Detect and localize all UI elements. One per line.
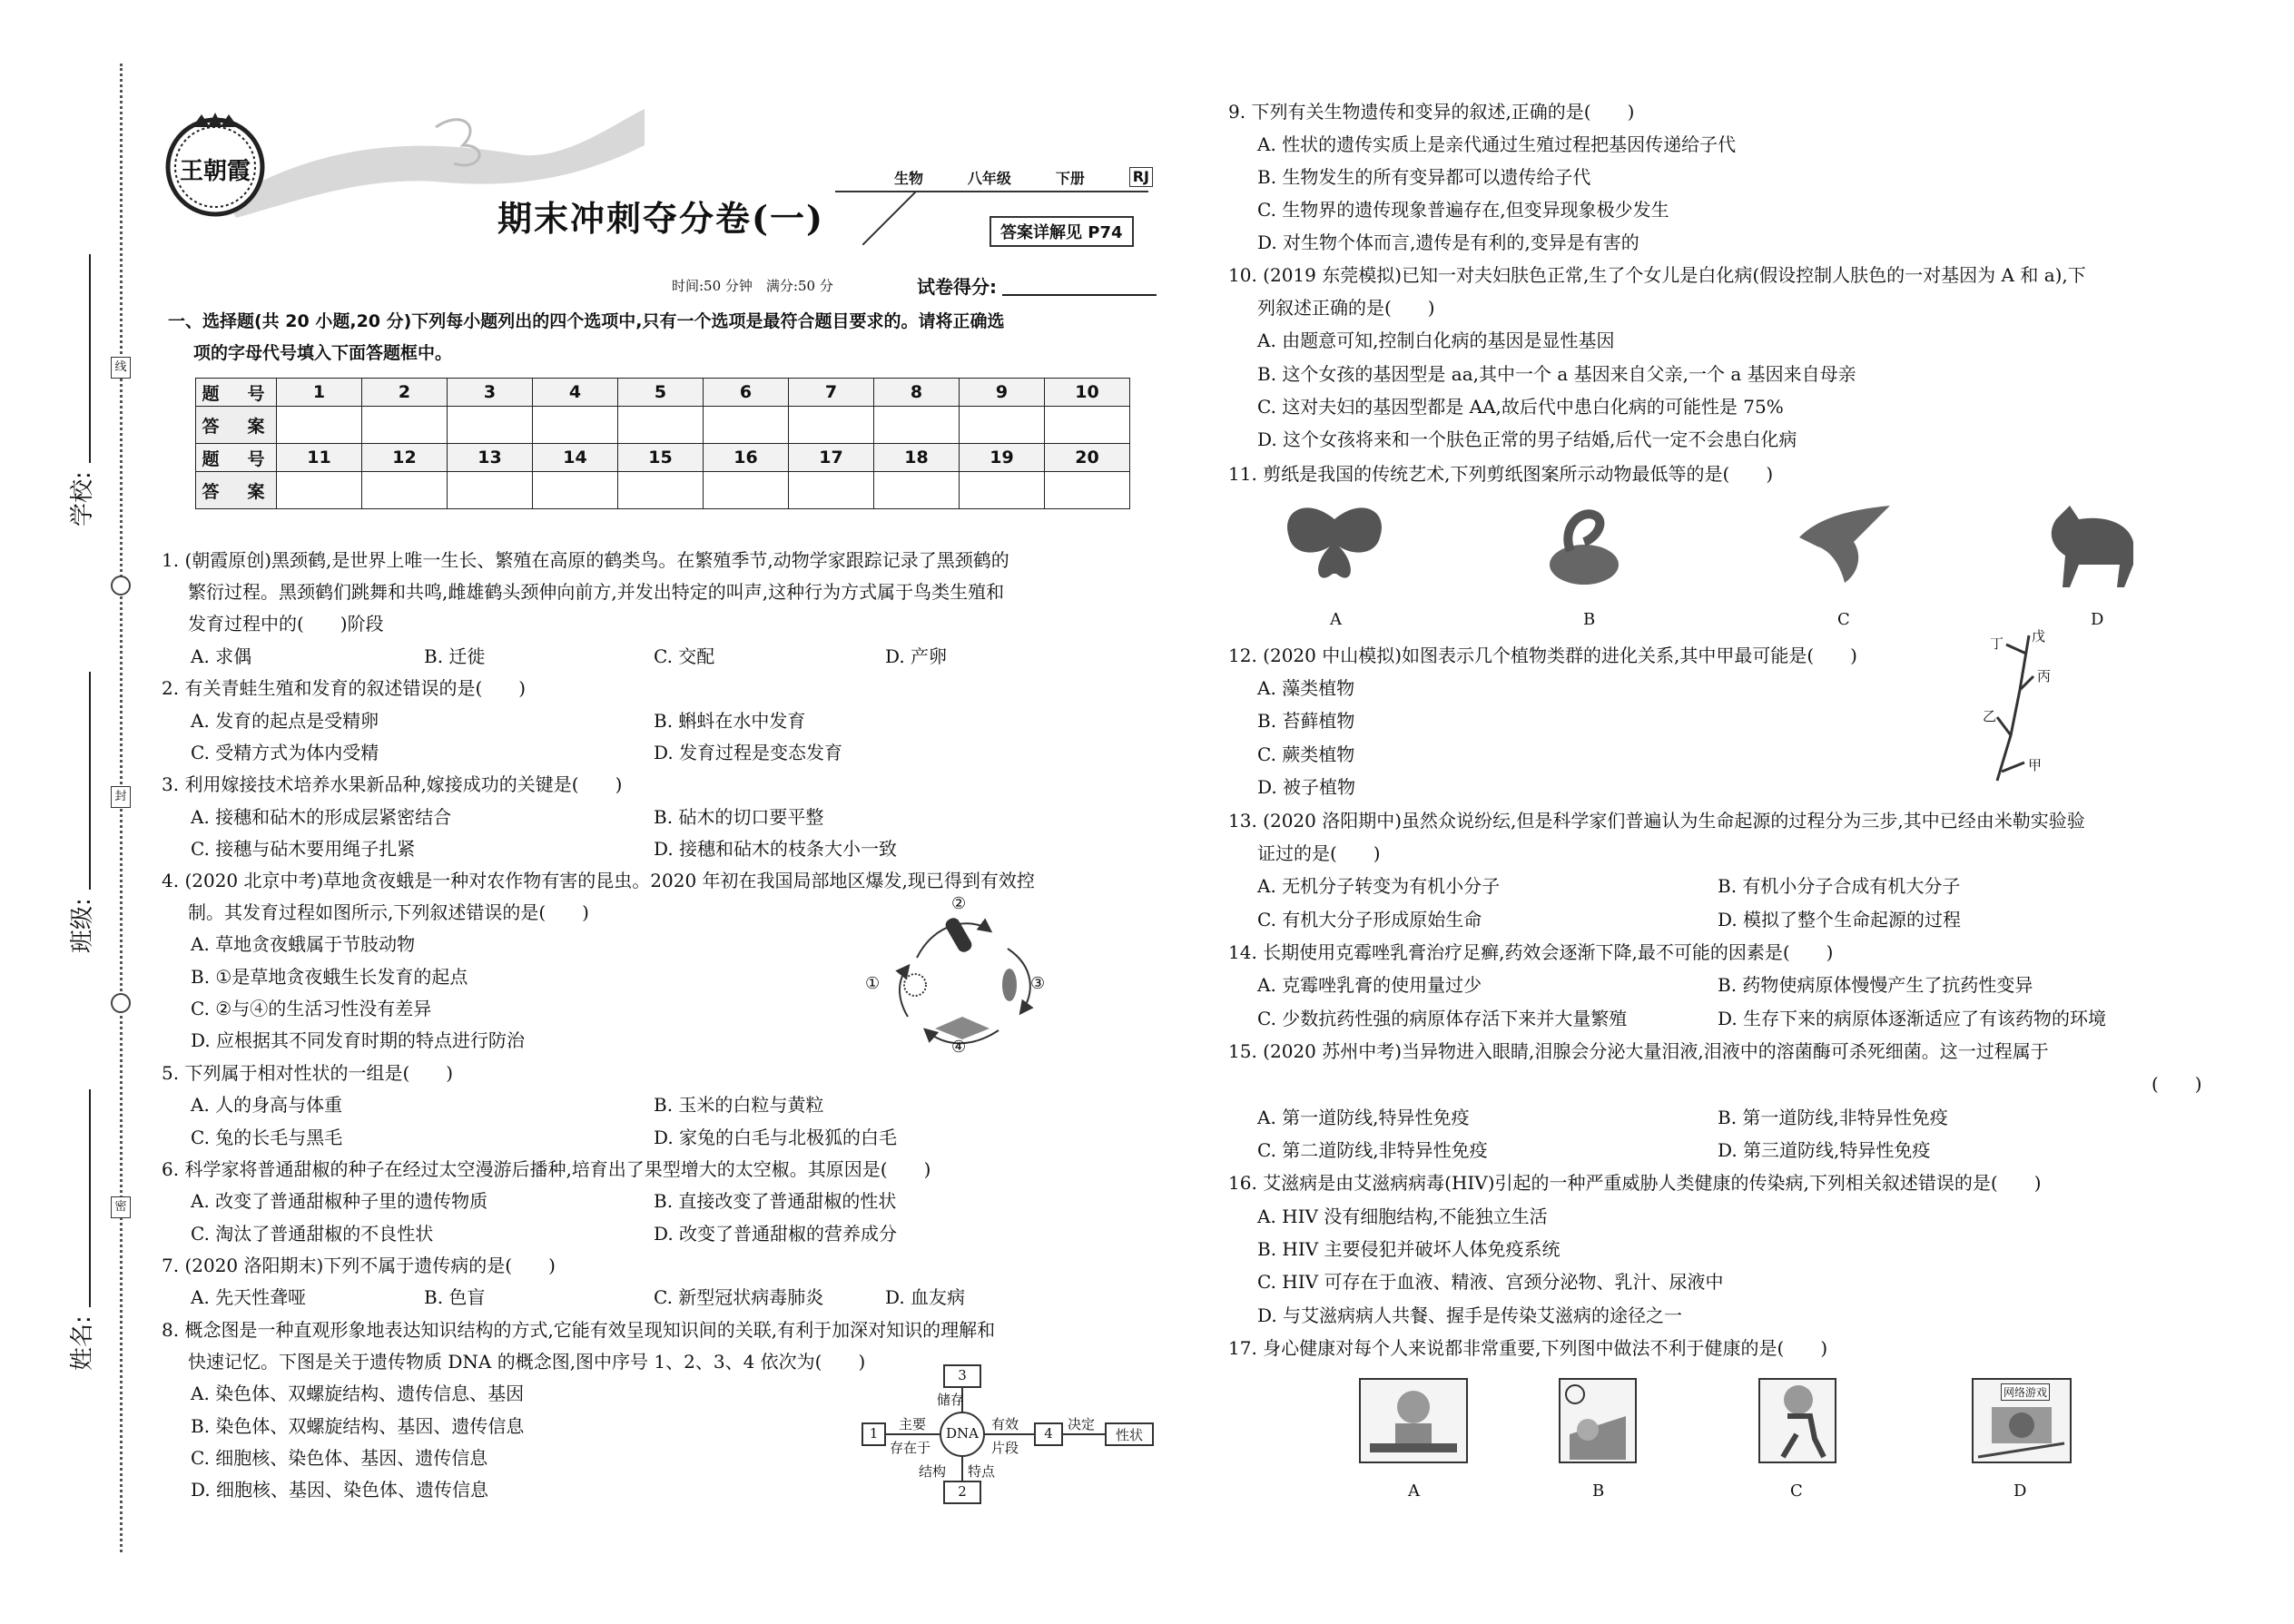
school-label: 学校: (69, 471, 96, 527)
binding-dotted-line (120, 64, 123, 1552)
q8-option-b[interactable]: B. 染色体、双螺旋结构、基因、遗传信息 (191, 1415, 525, 1437)
snake-papercut-icon[interactable] (1543, 501, 1625, 587)
school-blank[interactable] (89, 254, 91, 463)
q10-line2: 列叙述正确的是( ) (1257, 297, 1435, 319)
bird-papercut-icon[interactable] (1790, 501, 1899, 587)
q17-caption-a: A (1408, 1481, 1420, 1501)
cell-number: 14 (533, 444, 618, 472)
class-blank[interactable] (89, 672, 91, 890)
cell-number: 7 (789, 379, 874, 407)
q8-option-d[interactable]: D. 细胞核、基因、染色体、遗传信息 (191, 1479, 489, 1501)
q2-option-c[interactable]: C. 受精方式为体内受精 (191, 742, 379, 763)
q3-option-a[interactable]: A. 接穗和砧木的形成层紧密结合 (191, 806, 452, 828)
q16-line1: 16. 艾滋病是由艾滋病病毒(HIV)引起的一种严重威胁人类健康的传染病,下列相关叙述错误的是( ) (1228, 1172, 2042, 1194)
answer-cell[interactable] (277, 407, 362, 444)
q13-option-d[interactable]: D. 模拟了整个生命起源的过程 (1718, 909, 1962, 930)
answer-cell[interactable] (960, 407, 1045, 444)
q11-caption-b: B (1583, 610, 1596, 629)
cell-number: 9 (960, 379, 1045, 407)
q2-option-d[interactable]: D. 发育过程是变态发育 (654, 742, 843, 763)
q4-fig-label-1: ① (865, 974, 881, 993)
q14-line1: 14. 长期使用克霉唑乳膏治疗足癣,药效会逐渐下降,最不可能的因素是( ) (1228, 941, 1834, 963)
q13-line2: 证过的是( ) (1257, 842, 1381, 864)
q6-line1: 6. 科学家将普通甜椒的种子在经过太空漫游后播种,培育出了果型增大的太空椒。其原因是( ) (162, 1158, 931, 1180)
answer-table-number-row (196, 379, 1130, 407)
q5-option-d[interactable]: D. 家兔的白毛与北极狐的白毛 (654, 1127, 898, 1148)
q3-line1: 3. 利用嫁接技术培养水果新品种,嫁接成功的关键是( ) (162, 773, 623, 795)
cm-label-store: 储存 (937, 1392, 965, 1408)
q11-caption-a: A (1330, 610, 1342, 629)
tree-label-ding: 丁 (1990, 635, 2004, 652)
cell-number: 2 (362, 379, 448, 407)
q17-image-a[interactable] (1359, 1378, 1468, 1463)
subject-tags (894, 167, 1153, 187)
q5-line1: 5. 下列属于相对性状的一组是( ) (162, 1062, 454, 1084)
cell-number: 17 (789, 444, 874, 472)
q10-option-b[interactable]: B. 这个女孩的基因型是 aa,其中一个 a 基因来自父亲,一个 a 基因来自母亲 (1257, 363, 1856, 385)
answer-cell[interactable] (448, 407, 533, 444)
answer-cell[interactable] (704, 472, 789, 509)
q1-line3: 发育过程中的( )阶段 (188, 613, 384, 635)
q4-fig-label-3: ③ (1030, 974, 1046, 993)
answer-cell[interactable] (362, 472, 448, 509)
child-sleeping-icon (1561, 1380, 1635, 1462)
q1-line1: 1. (朝霞原创)黑颈鹤,是世界上唯一生长、繁殖在高原的鹤类鸟。在繁殖季节,动物学家跟踪记录了黑颈鹤的 (162, 549, 1009, 571)
cm-label-valid: 有效 (991, 1416, 1019, 1432)
cell-head-label: 题 号 (196, 444, 277, 472)
answer-table (195, 378, 1130, 509)
answer-cell[interactable] (277, 472, 362, 509)
q15-line2: ( ) (2151, 1073, 2202, 1095)
q4-option-b[interactable]: B. ①是草地贪夜蛾生长发育的起点 (191, 966, 468, 988)
name-blank[interactable] (89, 1089, 91, 1307)
section1-intro-line1: 一、选择题(共 20 小题,20 分)下列每小题列出的四个选项中,只有一个选项是最符合题目要求的。请将正确选 (168, 311, 1005, 331)
class-label: 班级: (69, 898, 96, 953)
cell-number: 6 (704, 379, 789, 407)
cm-box-4: 4 (1044, 1425, 1053, 1442)
q13-option-b[interactable]: B. 有机小分子合成有机大分子 (1718, 875, 1961, 897)
cm-label-struct: 结构 (919, 1463, 947, 1480)
cell-number: 12 (362, 444, 448, 472)
cell-number: 4 (533, 379, 618, 407)
tree-label-jia: 甲 (2028, 757, 2043, 773)
q13-option-a[interactable]: A. 无机分子转变为有机小分子 (1257, 875, 1501, 897)
answer-cell[interactable] (448, 472, 533, 509)
q3-option-c[interactable]: C. 接穗与砧木要用绳子扎紧 (191, 838, 416, 860)
cell-number: 8 (874, 379, 960, 407)
cell-number: 19 (960, 444, 1045, 472)
tree-label-wu: 戊 (2032, 628, 2046, 645)
side-circle-2 (111, 993, 131, 1013)
cm-label-feature: 特点 (968, 1463, 996, 1480)
q14-option-b[interactable]: B. 药物使病原体慢慢产生了抗药性变异 (1718, 974, 2033, 996)
q3-option-b[interactable]: B. 砧木的切口要平整 (654, 806, 824, 828)
q14-option-d[interactable]: D. 生存下来的病原体逐渐适应了有该药物的环境 (1718, 1008, 2107, 1029)
q12-option-c[interactable]: C. 蕨类植物 (1257, 743, 1355, 765)
cell-number: 20 (1045, 444, 1130, 472)
q12-evolution-tree (1970, 626, 2070, 790)
q17-image-c[interactable] (1758, 1378, 1836, 1463)
cell-number: 3 (448, 379, 533, 407)
q15-option-b[interactable]: B. 第一道防线,非特异性免疫 (1718, 1107, 1948, 1128)
side-tag-feng: 封 (111, 786, 131, 808)
q3-option-d[interactable]: D. 接穗和砧木的枝条大小一致 (654, 838, 898, 860)
q17-caption-d: D (2013, 1481, 2027, 1501)
q1-line2: 繁衍过程。黑颈鹤们跳舞和共鸣,雌雄鹤头颈伸向前方,并发出特定的叫声,这种行为方式属于鸟类生殖和 (188, 581, 1005, 603)
q12-line1: 12. (2020 中山模拟)如图表示几个植物类群的进化关系,其中甲最可能是( ) (1228, 645, 1857, 666)
q6-option-a[interactable]: A. 改变了普通甜椒种子里的遗传物质 (191, 1190, 488, 1212)
cell-answer-label: 答 案 (196, 407, 277, 444)
cell-number: 10 (1045, 379, 1130, 407)
name-label: 姓名: (69, 1315, 96, 1371)
cell-number: 5 (618, 379, 704, 407)
q10-line1: 10. (2019 东莞模拟)已知一对夫妇肤色正常,生了个女儿是白化病(假设控制人肤色的一对基因为 A 和 a),下 (1228, 264, 2086, 286)
q2-option-b[interactable]: B. 蝌蚪在水中发育 (654, 710, 806, 732)
cell-head-label: 题 号 (196, 379, 277, 407)
tag-volume: 下册 (1055, 170, 1085, 187)
cm-box-2: 2 (958, 1483, 967, 1500)
answer-table-answer-row (196, 472, 1130, 509)
q4-line1: 4. (2020 北京中考)草地贪夜蛾是一种对农作物有害的昆虫。2020 年初在我国局部地区爆发,现已得到有效控 (162, 870, 1035, 891)
tree-label-bing: 丙 (2037, 668, 2052, 684)
side-tag-mi: 密 (111, 1196, 131, 1218)
q5-option-a[interactable]: A. 人的身高与体重 (191, 1094, 343, 1116)
q16-option-d[interactable]: D. 与艾滋病病人共餐、握手是传染艾滋病的途径之一 (1257, 1304, 1683, 1326)
q9-option-d[interactable]: D. 对生物个体而言,遗传是有利的,变异是有害的 (1257, 231, 1639, 253)
horse-papercut-icon[interactable] (2043, 501, 2142, 592)
q9-option-c[interactable]: C. 生物界的遗传现象普遍存在,但变异现象极少发生 (1257, 199, 1669, 221)
cm-label-decide: 决定 (1068, 1416, 1096, 1432)
q15-option-a[interactable]: A. 第一道防线,特异性免疫 (1257, 1107, 1470, 1128)
cm-label-main: 主要 (899, 1416, 927, 1432)
cm-center: DNA (946, 1425, 979, 1442)
side-tag-xian: 线 (111, 357, 131, 379)
q4-option-a[interactable]: A. 草地贪夜蛾属于节肢动物 (191, 933, 416, 955)
q17-line1: 17. 身心健康对每个人来说都非常重要,下列图中做法不利于健康的是( ) (1228, 1337, 1828, 1359)
q15-line1: 15. (2020 苏州中考)当异物进入眼睛,泪腺会分泌大量泪液,泪液中的溶菌酶可杀死细菌。这一过程属于 (1228, 1040, 2049, 1062)
q17-caption-c: C (1790, 1481, 1803, 1501)
answer-cell[interactable] (1045, 472, 1130, 509)
q10-option-c[interactable]: C. 这对夫妇的基因型都是 AA,故后代中患白化病的可能性是 75% (1257, 396, 1784, 418)
answer-table-answer-row (196, 407, 1130, 444)
q6-option-b[interactable]: B. 直接改变了普通甜椒的性状 (654, 1190, 897, 1212)
answer-cell[interactable] (362, 407, 448, 444)
q9-line1: 9. 下列有关生物遗传和变异的叙述,正确的是( ) (1228, 101, 1635, 123)
answer-cell[interactable] (1045, 407, 1130, 444)
q12-option-a[interactable]: A. 藻类植物 (1257, 677, 1355, 699)
q10-option-a[interactable]: A. 由题意可知,控制白化病的基因是显性基因 (1257, 330, 1615, 351)
cm-box-3: 3 (958, 1367, 967, 1383)
q5-option-c[interactable]: C. 兔的长毛与黑毛 (191, 1127, 343, 1148)
page-title: 期末冲刺夺分卷(一) (497, 198, 824, 239)
answer-cell[interactable] (960, 472, 1045, 509)
q8-concept-map (853, 1362, 1162, 1507)
q7-option-b[interactable]: B. 色盲 (424, 1286, 486, 1308)
tree-label-yi: 乙 (1983, 708, 1997, 724)
q2-option-a[interactable]: A. 发育的起点是受精卵 (191, 710, 379, 732)
q4-fig-label-4: ④ (951, 1038, 967, 1057)
cm-box-1: 1 (869, 1425, 879, 1442)
logo (162, 111, 269, 218)
cell-number: 13 (448, 444, 533, 472)
q6-option-d[interactable]: D. 改变了普通甜椒的营养成分 (654, 1223, 898, 1245)
score-label: 试卷得分: (917, 276, 997, 298)
q8-option-c[interactable]: C. 细胞核、染色体、基因、遗传信息 (191, 1447, 488, 1469)
q8-line2: 快速记忆。下图是关于遗传物质 DNA 的概念图,图中序号 1、2、3、4 依次为( ) (188, 1351, 866, 1373)
answer-cell[interactable] (874, 407, 960, 444)
q7-line1: 7. (2020 洛阳期末)下列不属于遗传病的是( ) (162, 1255, 556, 1276)
tag-grade: 八年级 (967, 170, 1011, 187)
q8-option-a[interactable]: A. 染色体、双螺旋结构、遗传信息、基因 (191, 1383, 525, 1404)
cm-label-exist: 存在于 (890, 1440, 931, 1456)
answer-cell[interactable] (704, 407, 789, 444)
logo-text: 王朝霞 (179, 158, 251, 185)
answer-cell[interactable] (618, 407, 704, 444)
answer-ref-box: 答案详解见 P74 (989, 216, 1134, 247)
cell-number: 11 (277, 444, 362, 472)
answer-cell[interactable] (533, 472, 618, 509)
butterfly-papercut-icon[interactable] (1280, 501, 1389, 587)
q7-option-d[interactable]: D. 血友病 (885, 1286, 966, 1308)
q4-fig-label-2: ② (951, 894, 967, 913)
q1-option-c[interactable]: C. 交配 (654, 645, 715, 667)
q17-image-d[interactable] (1972, 1378, 2072, 1463)
q12-option-b[interactable]: B. 苔藓植物 (1257, 710, 1355, 732)
q9-option-b[interactable]: B. 生物发生的所有变异都可以遗传给子代 (1257, 166, 1591, 188)
q4-line2: 制。其发育过程如图所示,下列叙述错误的是( ) (188, 901, 589, 923)
q8-line1: 8. 概念图是一种直观形象地表达知识结构的方式,它能有效呈现知识间的关联,有利于加深对知识的理解和 (162, 1319, 996, 1341)
cell-number: 1 (277, 379, 362, 407)
child-running-icon (1760, 1380, 1835, 1462)
q17-sign-text: 网络游戏 (2001, 1383, 2050, 1401)
tag-subject: 生物 (894, 170, 924, 187)
cell-number: 16 (704, 444, 789, 472)
q4-option-c[interactable]: C. ②与④的生活习性没有差异 (191, 998, 432, 1019)
q17-caption-b: B (1592, 1481, 1605, 1501)
q2-line1: 2. 有关青蛙生殖和发育的叙述错误的是( ) (162, 677, 527, 699)
q13-option-c[interactable]: C. 有机大分子形成原始生命 (1257, 909, 1482, 930)
q1-option-a[interactable]: A. 求偶 (191, 645, 252, 667)
answer-cell[interactable] (533, 407, 618, 444)
q15-option-c[interactable]: C. 第二道防线,非特异性免疫 (1257, 1139, 1488, 1161)
q7-option-a[interactable]: A. 先天性聋哑 (191, 1286, 307, 1308)
answer-cell[interactable] (618, 472, 704, 509)
q16-option-b[interactable]: B. HIV 主要侵犯并破坏人体免疫系统 (1257, 1238, 1561, 1260)
answer-cell[interactable] (789, 407, 874, 444)
q9-option-a[interactable]: A. 性状的遗传实质上是亲代通过生殖过程把基因传递给子代 (1257, 133, 1737, 155)
q1-option-d[interactable]: D. 产卵 (885, 645, 948, 667)
q13-line1: 13. (2020 洛阳期中)虽然众说纷纭,但是科学家们普遍认为生命起源的过程分为三步,其中已经由米勒实验验 (1228, 810, 2085, 832)
answer-cell[interactable] (789, 472, 874, 509)
answer-table-number-row (196, 444, 1130, 472)
q14-option-a[interactable]: A. 克霉唑乳膏的使用量过少 (1257, 974, 1482, 996)
q11-line1: 11. 剪纸是我国的传统艺术,下列剪纸图案所示动物最低等的是( ) (1228, 463, 1774, 485)
tag-edition: RJ (1129, 167, 1153, 187)
cell-number: 18 (874, 444, 960, 472)
header-rule-slant (862, 191, 917, 245)
q4-lifecycle-figure (862, 894, 1062, 1058)
q12-option-d[interactable]: D. 被子植物 (1257, 776, 1356, 798)
side-circle-1 (111, 576, 131, 595)
q17-image-b[interactable] (1559, 1378, 1637, 1463)
exam-meta: 时间:50 分钟 满分:50 分 (672, 278, 833, 294)
child-eating-icon (1361, 1380, 1466, 1462)
q7-option-c[interactable]: C. 新型冠状病毒肺炎 (654, 1286, 824, 1308)
answer-cell[interactable] (874, 472, 960, 509)
section1-intro-line2: 项的字母代号填入下面答题框中。 (193, 343, 453, 363)
q5-option-b[interactable]: B. 玉米的白粒与黄粒 (654, 1094, 824, 1116)
q16-option-a[interactable]: A. HIV 没有细胞结构,不能独立生活 (1257, 1206, 1548, 1227)
q6-option-c[interactable]: C. 淘汰了普通甜椒的不良性状 (191, 1223, 434, 1245)
q16-option-c[interactable]: C. HIV 可存在于血液、精液、宫颈分泌物、乳汁、尿液中 (1257, 1271, 1724, 1293)
cell-answer-label: 答 案 (196, 472, 277, 509)
q11-caption-d: D (2091, 610, 2104, 629)
cm-box-trait: 性状 (1115, 1427, 1143, 1443)
q10-option-d[interactable]: D. 这个女孩将来和一个肤色正常的男子结婚,后代一定不会患白化病 (1257, 428, 1797, 450)
q4-option-d[interactable]: D. 应根据其不同发育时期的特点进行防治 (191, 1029, 526, 1051)
q11-caption-c: C (1837, 610, 1850, 629)
q14-option-c[interactable]: C. 少数抗药性强的病原体存活下来并大量繁殖 (1257, 1008, 1628, 1029)
cell-number: 15 (618, 444, 704, 472)
cm-label-seg: 片段 (991, 1440, 1019, 1456)
score-blank[interactable] (1002, 294, 1157, 296)
q15-option-d[interactable]: D. 第三道防线,特异性免疫 (1718, 1139, 1931, 1161)
q1-option-b[interactable]: B. 迁徙 (424, 645, 486, 667)
